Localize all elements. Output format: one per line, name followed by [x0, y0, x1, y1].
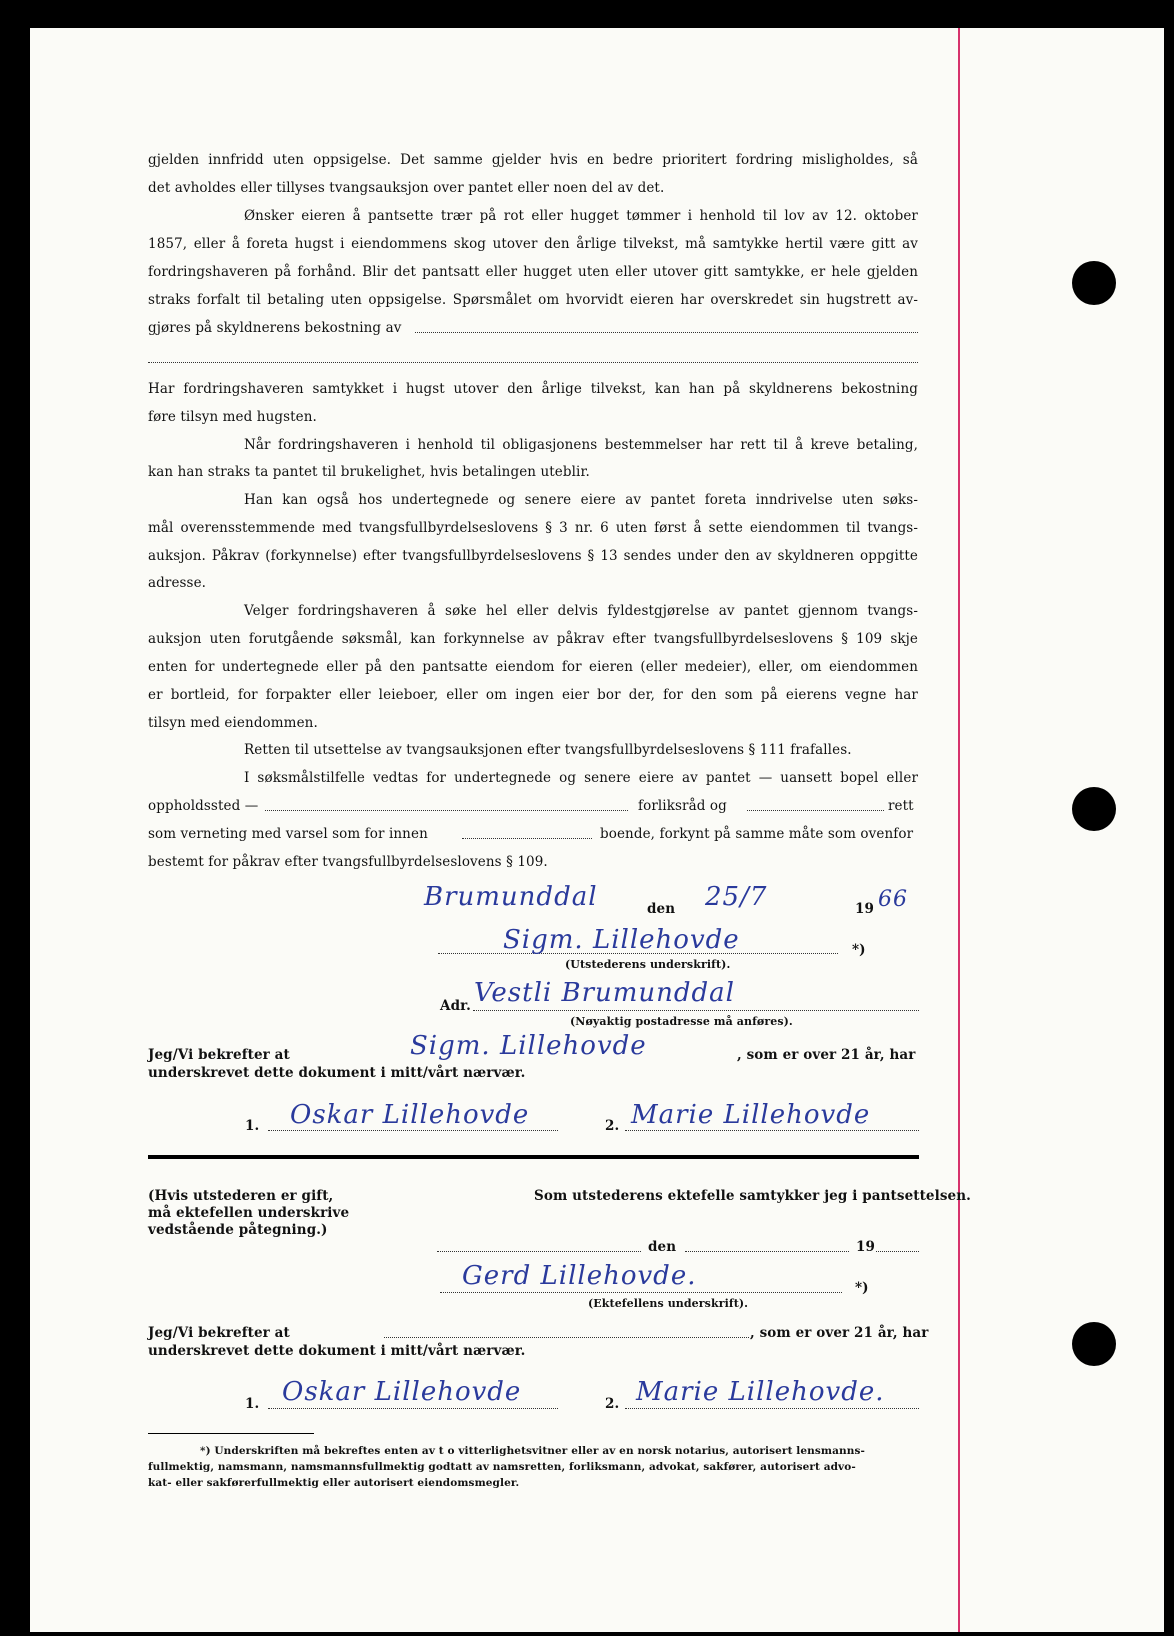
handwritten-place: Brumunddal — [424, 882, 598, 912]
handwritten-witness-2: Marie Lillehovde — [631, 1100, 871, 1130]
spouse-note: (Hvis utstederen er gift, — [148, 1188, 334, 1204]
confirm-suffix: , som er over 21 år, har — [737, 1047, 916, 1063]
handwritten-date: 25/7 — [705, 882, 768, 912]
body-line: adresse. — [148, 575, 207, 591]
fill-line — [747, 810, 884, 811]
confirm-line2: underskrevet dette dokument i mitt/vårt nærvær. — [148, 1343, 526, 1359]
footnote-line: fullmektig, namsmann, namsmannsfullmektig godtatt av namsretten, forliksmann, advokat, sakfører, autorisert advo- — [148, 1461, 856, 1473]
address-caption: (Nøyaktig postadresse må anføres). — [570, 1015, 793, 1028]
footnote-line: *) Underskriften må bekreftes enten av t o vitterlighetsvitner eller av en norsk notarius, autorisert lensmanns- — [200, 1445, 865, 1457]
body-line: rett — [888, 798, 914, 814]
year-line — [876, 1251, 919, 1252]
handwritten-confirm-name: Sigm. Lillehovde — [410, 1031, 647, 1061]
address-label: Adr. — [440, 998, 471, 1014]
asterisk: *) — [852, 942, 866, 958]
confirm-prefix: Jeg/Vi bekrefter at — [148, 1325, 290, 1341]
handwritten-witness-1: Oskar Lillehovde — [290, 1100, 530, 1130]
fill-line — [265, 810, 628, 811]
witness-number: 1. — [245, 1396, 260, 1412]
body-line: Når fordringshaveren i henhold til obligasjonens bestemmelser har rett til å kreve betaling, — [244, 437, 918, 453]
spouse-note: må ektefellen underskrive — [148, 1205, 350, 1221]
handwritten-address: Vestli Brumunddal — [474, 978, 735, 1008]
confirm-line — [384, 1337, 749, 1338]
witness-line — [625, 1408, 919, 1409]
body-line: straks forfalt til betaling uten oppsigelse. Spørsmålet om hvorvidt eieren har overskredet sin hugstrett av- — [148, 292, 918, 308]
confirm-prefix: Jeg/Vi bekrefter at — [148, 1047, 290, 1063]
spouse-consent: Som utstederens ektefelle samtykker jeg i pantsettelsen. — [534, 1188, 971, 1204]
fill-line — [415, 332, 918, 333]
body-line: auksjon. Påkrav (forkynnelse) efter tvangsfullbyrdelseslovens § 13 sendes under den av skyldneren oppgitte — [148, 548, 918, 564]
body-line: Har fordringshaveren samtykket i hugst utover den årlige tilvekst, kan han på skyldnerens bekostning — [148, 381, 918, 397]
witness-line — [268, 1130, 558, 1131]
body-line: føre tilsyn med hugsten. — [148, 409, 317, 425]
witness-line — [625, 1130, 919, 1131]
confirm-line2: underskrevet dette dokument i mitt/vårt nærvær. — [148, 1065, 526, 1081]
punch-hole-top — [1072, 261, 1116, 305]
body-line: 1857, eller å foreta hugst i eiendommens skog utover den årlige tilvekst, må samtykke hertil være gitt av — [148, 236, 918, 252]
body-line: kan han straks ta pantet til brukelighet, hvis betalingen uteblir. — [148, 464, 590, 480]
body-line: Velger fordringshaveren å søke hel eller delvis fyldestgjørelse av pantet gjennom tvangs- — [244, 603, 918, 619]
fill-line — [148, 362, 918, 363]
body-line: auksjon uten forutgående søksmål, kan forkynnelse av påkrav efter tvangsfullbyrdelseslovens § 109 skje — [148, 631, 918, 647]
handwritten-signature: Sigm. Lillehovde — [503, 925, 740, 955]
witness-number: 2. — [605, 1118, 620, 1134]
date-line — [685, 1251, 849, 1252]
section-divider — [148, 1155, 919, 1159]
body-line: gjelden innfridd uten oppsigelse. Det samme gjelder hvis en bedre prioritert fordring misligholdes, så — [148, 152, 918, 168]
witness-number: 1. — [245, 1118, 260, 1134]
body-line: gjøres på skyldnerens bekostning av — [148, 320, 402, 336]
year-prefix: 19 — [855, 901, 874, 917]
handwritten-witness-1: Oskar Lillehovde — [282, 1377, 522, 1407]
body-line: som verneting med varsel som for innen — [148, 826, 428, 842]
footnote-rule — [148, 1433, 314, 1434]
body-line: det avholdes eller tillyses tvangsauksjon over pantet eller noen del av det. — [148, 180, 665, 196]
date-label-den: den — [648, 1239, 677, 1255]
body-line: boende, forkynt på samme måte som ovenfor — [600, 826, 914, 842]
footnote-line: kat- eller sakførerfullmektig eller autorisert eiendomsmegler. — [148, 1477, 520, 1489]
fill-line — [462, 838, 592, 839]
body-line: forliksråd og — [638, 798, 727, 814]
body-line: I søksmålstilfelle vedtas for undertegnede og senere eiere av pantet — uansett bopel eller — [244, 770, 918, 786]
body-line: tilsyn med eiendommen. — [148, 715, 318, 731]
handwritten-witness-2: Marie Lillehovde. — [636, 1377, 885, 1407]
spouse-note: vedstående påtegning.) — [148, 1222, 328, 1238]
confirm-suffix: , som er over 21 år, har — [750, 1325, 929, 1341]
asterisk: *) — [855, 1280, 869, 1296]
punch-hole-bottom — [1072, 1322, 1116, 1366]
witness-line — [268, 1408, 558, 1409]
body-line: Retten til utsettelse av tvangsauksjonen efter tvangsfullbyrdelseslovens § 111 frafalles. — [244, 742, 852, 758]
signer-caption: (Utstederens underskrift). — [565, 958, 731, 971]
body-line: er bortleid, for forpakter eller leieboer, eller om ingen eier bor der, for den som på eierens vegne har — [148, 687, 918, 703]
signature-line — [440, 1292, 842, 1293]
body-line: Ønsker eieren å pantsette trær på rot eller hugget tømmer i henhold til lov av 12. oktober — [244, 208, 918, 224]
body-line: bestemt for påkrav efter tvangsfullbyrdelseslovens § 109. — [148, 854, 548, 870]
handwritten-year: 66 — [878, 887, 908, 912]
margin-line — [958, 28, 960, 1632]
body-line: enten for undertegnede eller på den pantsatte eiendom for eieren (eller medeier), eller, om eiendommen — [148, 659, 918, 675]
spouse-caption: (Ektefellens underskrift). — [588, 1297, 749, 1310]
address-line — [473, 1010, 919, 1011]
date-label-den: den — [647, 901, 676, 917]
punch-hole-middle — [1072, 787, 1116, 831]
handwritten-spouse-signature: Gerd Lillehovde. — [462, 1261, 697, 1291]
body-line: oppholdssted — — [148, 798, 259, 814]
witness-number: 2. — [605, 1396, 620, 1412]
year-prefix: 19 — [856, 1239, 875, 1255]
body-line: Han kan også hos undertegnede og senere eiere av pantet foreta inndrivelse uten søks- — [244, 492, 918, 508]
body-line: fordringshaveren på forhånd. Blir det pantsatt eller hugget uten eller utover gitt samtykke, er hele gjelden — [148, 264, 918, 280]
body-line: mål overensstemmende med tvangsfullbyrdelseslovens § 3 nr. 6 uten først å sette eiendommen til tvangs- — [148, 520, 918, 536]
date-line — [437, 1251, 641, 1252]
